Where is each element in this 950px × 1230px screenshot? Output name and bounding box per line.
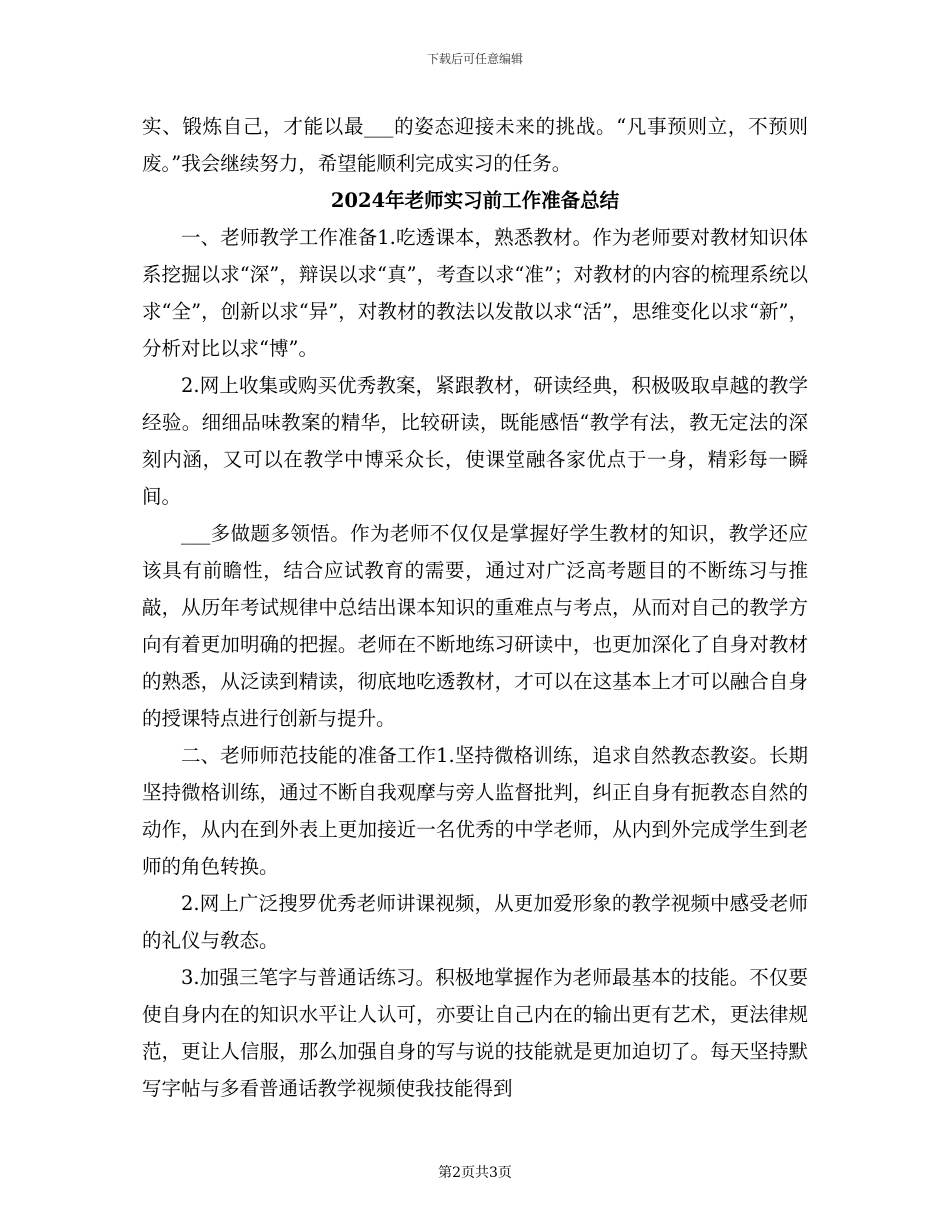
page-header-note: 下载后可任意编辑 — [426, 52, 523, 66]
paragraph-practice-questions: ___多做题多领悟。作为老师不仅仅是掌握好学生教材的知识，教学还应该具有前瞻性，结合应试教育的需要，通过对广泛高考题目的不断练习与推敲，从历年考试规律中总结出课本知识的重难点与考点，从而对自己的教学方向有着更加明确的把握。老师在不断地练习研读中，也更加深化了自身对教材的熟悉，从泛读到精读，彻底地吃透教材，才可以在这基本上才可以融合自身的授课特点进行创新与提升。 — [142, 522, 808, 730]
document-title: 2024年老师实习前工作准备总结 — [330, 189, 620, 212]
document-body — [142, 108, 808, 1107]
paragraph-writing-speaking: 3.加强三笔字与普通话练习。积极地掌握作为老师最基本的技能。不仅要使自身内在的知识水平让人认可，亦要让自己内在的输出更有艺术，更法律规范，更让人信服，那么加强自身的写与说的技能就是更加迫切了。每天坚持默写字帖与多看普通话教学视频使我技能得到 — [142, 966, 808, 1100]
page-number: 第2页共3页 — [438, 1165, 512, 1181]
paragraph-lesson-plans: 2.网上收集或购买优秀教案，紧跟教材，研读经典，积极吸取卓越的教学经验。细细品味教案的精华，比较研读，既能感悟“教学有法，教无定法的深刻内涵，又可以在教学中博采众长，使课堂融各家优点于一身，精彩每一瞬间。 — [142, 374, 808, 508]
paragraph-lecture-videos: 2.网上广泛搜罗优秀老师讲课视频，从更加爱形象的教学视频中感受老师的礼仪与敎态。 — [142, 892, 808, 952]
paragraph-teaching-prep: 一、老师教学工作准备1.吃透课本，熟悉教材。作为老师要对教材知识体系挖掘以求“深”，辩误以求“真”，考查以求“准”；对教材的内容的梳理系统以求“全”，创新以求“异”，对教材的教法以发散以求“活”，思维变化以求“新”，分析对比以求“博”。 — [142, 226, 808, 360]
paragraph-continuation: 实、锻炼自己，才能以最___的姿态迎接未来的挑战。“凡事预则立，不预则废。”我会继续努力，希望能顺利完成实习的任务。 — [142, 115, 808, 175]
paragraph-teaching-skills: 二、老师师范技能的准备工作1.坚持微格训练，追求自然教态教姿。长期坚持微格训练，通过不断自我观摩与旁人监督批判，纠正自身有扼教态自然的动作，从内在到外表上更加接近一名优秀的中学老师，从内到外完成学生到老师的角色转换。 — [142, 744, 808, 878]
